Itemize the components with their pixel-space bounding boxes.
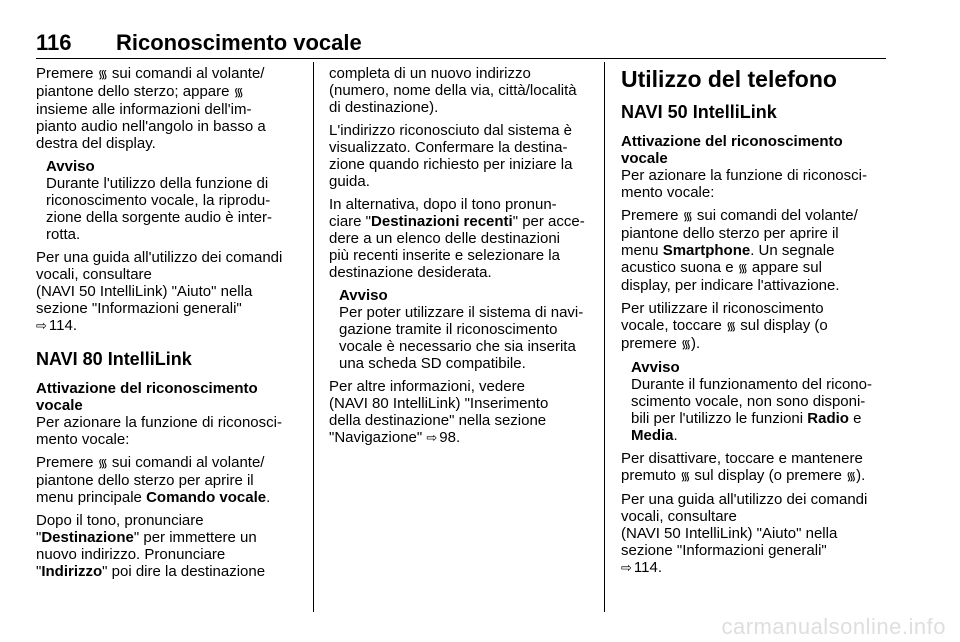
page-title: Riconoscimento vocale: [116, 30, 362, 55]
paragraph: Dopo il tono, pronunciare "Destinazione" per immettere un nuovo indirizzo. Pronunciare "Indirizzo" poi dire la destinazione: [36, 512, 266, 580]
note-title: Avviso: [46, 158, 95, 175]
page-reference-arrow-icon: ⇨: [426, 430, 438, 445]
section-heading: NAVI 50 IntelliLink: [621, 102, 777, 122]
page-reference-link[interactable]: 114.: [48, 317, 77, 334]
paragraph: Per azionare la funzione di riconosci- mento vocale:: [621, 167, 867, 201]
paragraph: Premere ᯾ sui comandi al volante/ piantone dello sterzo; appare ᯾ insieme alle informazioni dell'im- pianto audio nell'angolo in basso a destra del display.: [36, 65, 266, 152]
voice-command-icon: ᯾: [680, 469, 691, 483]
subheading: Attivazione del riconoscimento vocale: [621, 133, 843, 167]
chapter-title: Utilizzo del telefono: [621, 66, 837, 92]
voice-command-icon: ᯾: [682, 209, 693, 223]
column-divider-2: [604, 62, 605, 612]
voice-command-icon: ᯾: [737, 261, 748, 275]
column-2: [329, 65, 599, 452]
paragraph: Premere ᯾ sui comandi del volante/ piantone dello sterzo per aprire il menu Smartphone. Un segnale acustico suona e ᯾ appare sul display, per indicare l'attivazione.: [621, 207, 858, 294]
note-title: Avviso: [339, 287, 388, 304]
voice-command-icon: ᯾: [233, 85, 244, 99]
note-box: Avviso Per poter utilizzare il sistema di navi- gazione tramite il riconoscimento vocale è necessario che sia inserita una scheda SD compatibile.: [329, 287, 599, 372]
note-box: Avviso Durante il funzionamento del ricono- scimento vocale, non sono disponi- bili per l'utilizzo le funzioni Radio e Media.: [621, 359, 891, 444]
paragraph: Per una guida all'utilizzo dei comandi vocali, consultare (NAVI 50 IntelliLink) "Aiuto" nella sezione "Informazioni generali" ⇨ 114.: [36, 249, 283, 334]
header-rule: [36, 58, 886, 59]
voice-command-icon: ᯾: [97, 67, 108, 81]
paragraph: Per disattivare, toccare e mantenere premuto ᯾ sul display (o premere ᯾).: [621, 450, 866, 484]
paragraph: Premere ᯾ sui comandi al volante/ piantone dello sterzo per aprire il menu principale Comando vocale.: [36, 454, 271, 506]
page-reference-link[interactable]: 114.: [633, 559, 662, 576]
voice-command-icon: ᯾: [681, 337, 692, 351]
column-divider-1: [313, 62, 314, 612]
paragraph: Per utilizzare il riconoscimento vocale, toccare ᯾ sul display (o premere ᯾).: [621, 300, 828, 352]
page-header: [36, 30, 886, 56]
note-title: Avviso: [631, 359, 680, 376]
paragraph: Per azionare la funzione di riconosci- mento vocale:: [36, 414, 282, 448]
voice-command-icon: ᯾: [846, 469, 857, 483]
paragraph: Per altre informazioni, vedere (NAVI 80 IntelliLink) "Inserimento della destinazione" nella sezione "Navigazione" ⇨ 98.: [329, 378, 549, 446]
paragraph: In alternativa, dopo il tono pronun- ciare "Destinazioni recenti" per acce- dere a un elenco delle destinazioni più recenti inserite e selezionare la destinazione desiderata.: [329, 196, 585, 281]
paragraph: Per una guida all'utilizzo dei comandi vocali, consultare (NAVI 50 IntelliLink) "Aiuto" nella sezione "Informazioni generali" ⇨ 114.: [621, 491, 868, 576]
paragraph: L'indirizzo riconosciuto dal sistema è visualizzato. Confermare la destina- zione quando richiesto per iniziare la guida.: [329, 122, 573, 190]
watermark: carmanualsonline.info: [721, 614, 946, 639]
column-3: [621, 65, 891, 582]
note-box: Avviso Durante l'utilizzo della funzione di riconoscimento vocale, la riprodu- zione della sorgente audio è inter- rotta.: [36, 158, 306, 243]
page-number: 116: [36, 30, 72, 55]
paragraph: completa di un nuovo indirizzo (numero, nome della via, città/località di destinazione).: [329, 65, 577, 116]
voice-command-icon: ᯾: [726, 319, 737, 333]
voice-command-icon: ᯾: [97, 456, 108, 470]
page-reference-link[interactable]: 98.: [439, 429, 461, 446]
page-reference-arrow-icon: ⇨: [621, 560, 632, 575]
subheading: Attivazione del riconoscimento vocale: [36, 380, 258, 414]
page-reference-arrow-icon: ⇨: [36, 318, 47, 333]
column-1: [36, 65, 306, 586]
section-heading: NAVI 80 IntelliLink: [36, 349, 192, 369]
